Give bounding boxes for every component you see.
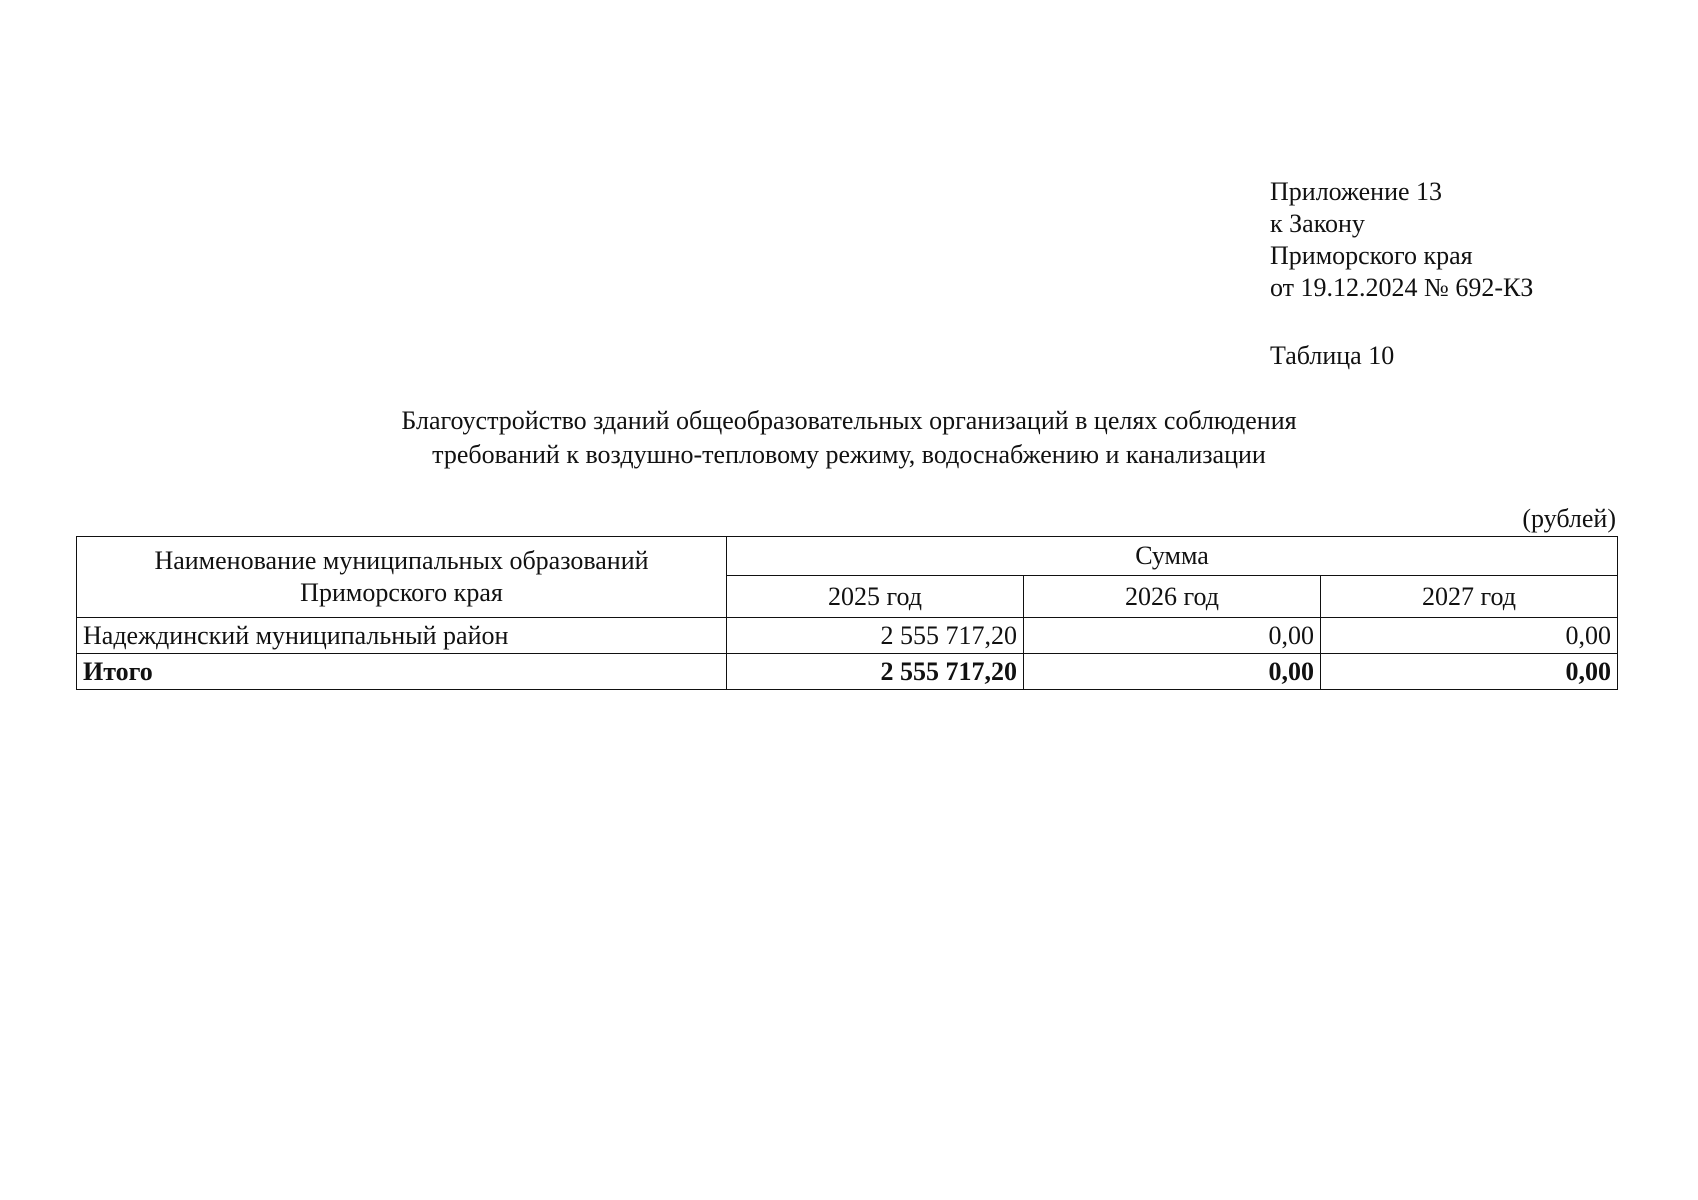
- amount-2025-cell: 2 555 717,20: [727, 618, 1024, 654]
- year-header-2025: 2025 год: [727, 576, 1024, 618]
- table-row: [77, 618, 1618, 654]
- municipality-header-line-2: Приморского края: [300, 578, 503, 607]
- amount-2026-cell: 0,00: [1024, 618, 1321, 654]
- total-2027-cell: 0,00: [1321, 654, 1618, 690]
- appendix-block: [1270, 176, 1533, 304]
- municipality-name-cell: Надеждинский муниципальный район: [77, 618, 727, 654]
- municipality-header-line-1: Наименование муниципальных образований: [154, 546, 649, 575]
- units-label: (рублей): [1522, 504, 1616, 533]
- document-title-line-2: требований к воздушно-тепловому режиму, водоснабжению и канализации: [432, 440, 1266, 469]
- municipality-column-header: [77, 537, 727, 618]
- table-number: Таблица 10: [1270, 341, 1395, 370]
- total-label-cell: Итого: [77, 654, 727, 690]
- budget-table: [76, 536, 1618, 690]
- year-header-2027: 2027 год: [1321, 576, 1618, 618]
- document-title-line-1: Благоустройство зданий общеобразовательных организаций в целях соблюдения: [401, 406, 1297, 435]
- appendix-line-date: от 19.12.2024 № 692-КЗ: [1270, 273, 1534, 302]
- sum-column-header: Сумма: [727, 537, 1618, 576]
- appendix-line-law: к Закону: [1270, 209, 1365, 238]
- amount-2027-cell: 0,00: [1321, 618, 1618, 654]
- table-header-row: [77, 537, 1618, 576]
- appendix-line-region: Приморского края: [1270, 241, 1473, 270]
- total-row: [77, 654, 1618, 690]
- year-header-2026: 2026 год: [1024, 576, 1321, 618]
- total-2026-cell: 0,00: [1024, 654, 1321, 690]
- appendix-line-number: Приложение 13: [1270, 177, 1443, 206]
- total-2025-cell: 2 555 717,20: [727, 654, 1024, 690]
- document-title: [230, 404, 1468, 472]
